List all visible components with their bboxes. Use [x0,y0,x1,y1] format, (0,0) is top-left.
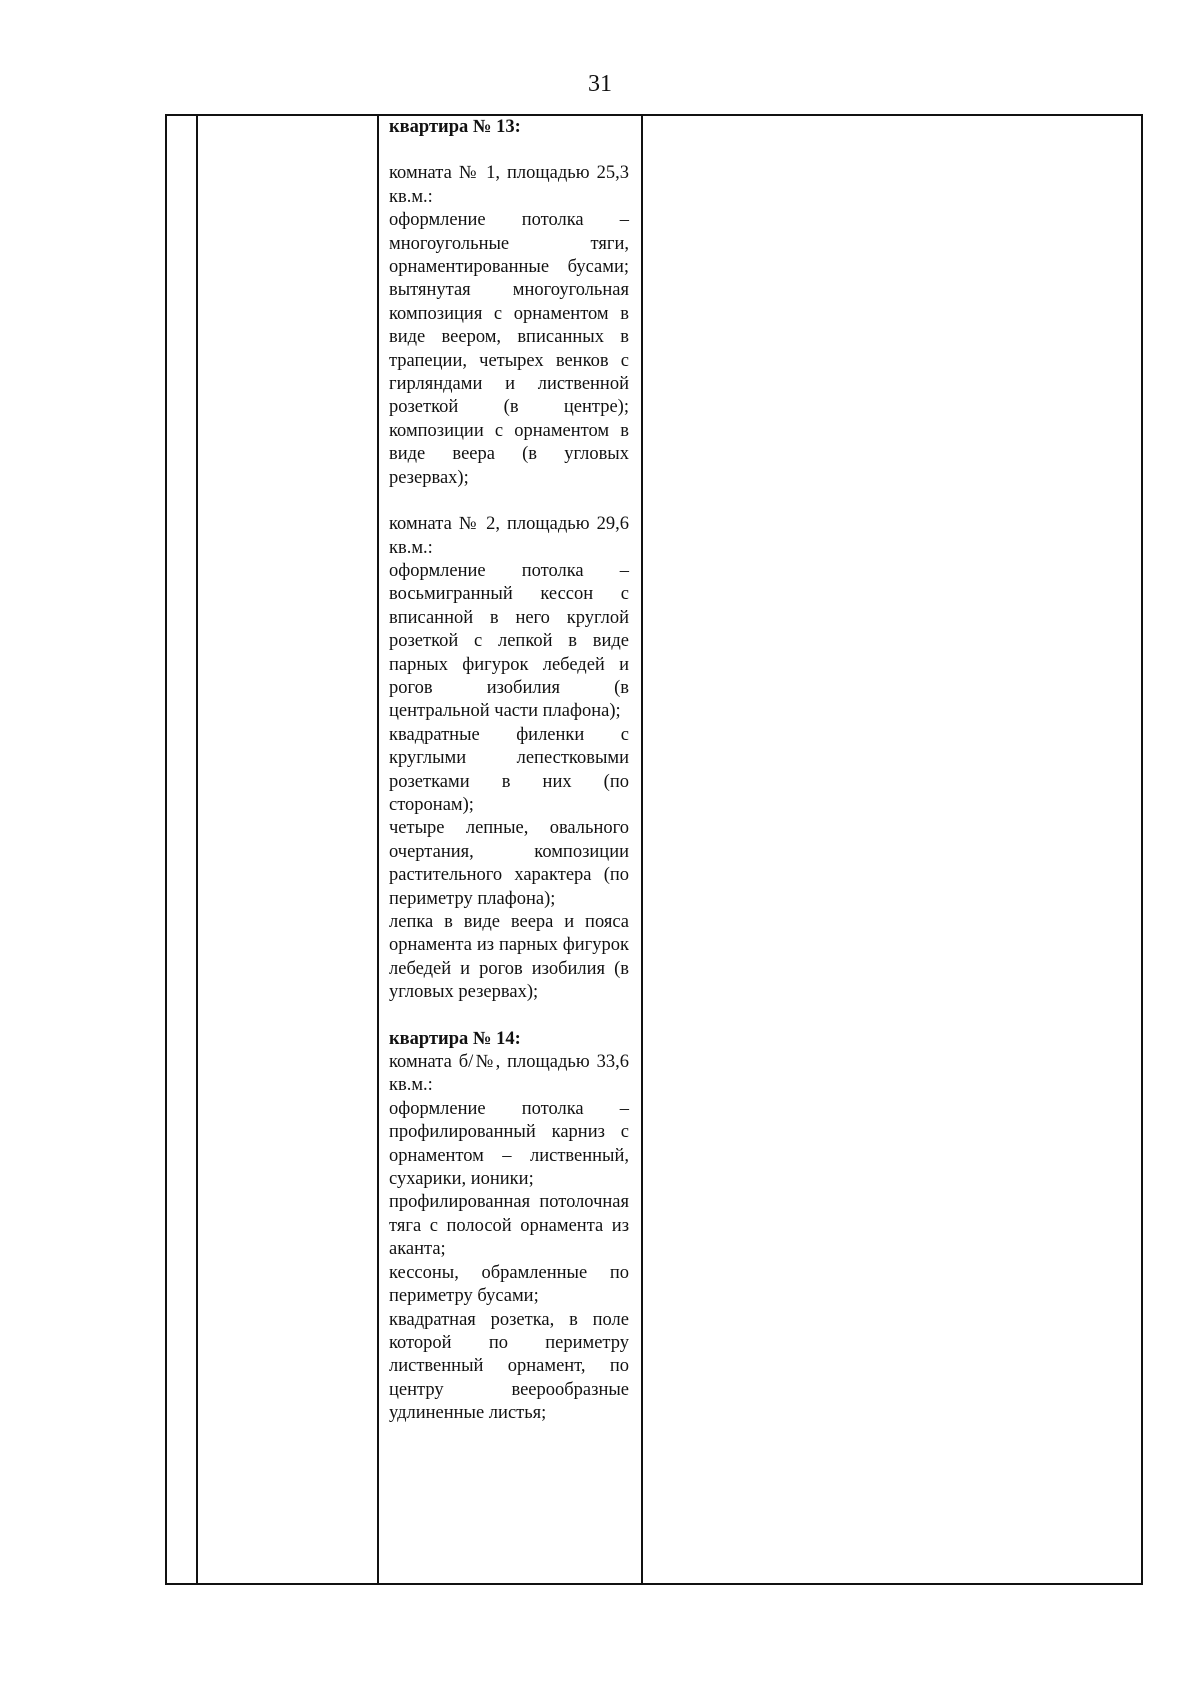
room-unnumbered-line-4: квадратная розетка, в поле которой по периметру лиственный орнамент, по центру веерообразные удлиненные листья; [389,1309,629,1424]
room-2-line-1: оформление потолка – восьмигранный кессон с вписанной в него круглой розеткой с лепкой в виде парных фигурок лебедей и рогов изобилия (в центральной части плафона); [389,560,629,722]
page-number: 31 [588,71,612,97]
column-divider-3 [641,116,643,1583]
apartment-14-heading: квартира № 14: [389,1028,521,1049]
column-divider-1 [196,116,198,1583]
room-unnumbered-title: комната б/№, площадью 33,6 кв.м.: [389,1052,629,1096]
room-1-title: комната № 1, площадью 25,3 кв.м.: [389,163,629,207]
room-2-title: комната № 2, площадью 29,6 кв.м.: [389,514,629,558]
room-unnumbered-line-1: оформление потолка – профилированный карниз с орнаментом – лиственный, сухарики, ионики; [389,1098,629,1190]
description-cell [389,116,629,1426]
apartment-13-block [389,116,629,1005]
room-2-line-2: квадратные филенки с круглыми лепестковыми розетками в них (по сторонам); [389,724,629,815]
column-divider-2 [377,116,379,1583]
room-2-line-3: четыре лепные, овального очертания, композиции растительного характера (по периметру плафона); [389,818,629,909]
apartment-13-heading: квартира № 13: [389,117,521,137]
apartment-14-block [389,1028,629,1426]
document-table [165,114,1143,1585]
room-1-description: оформление потолка – многоугольные тяги, орнаментированные бусами; вытянутая многоугольная композиция с орнаментом в виде веером, вписанных в трапеции, четырех венков с гирляндами и лиственной розеткой (в центре); композиции с орнаментом в виде веера (в угловых резервах); [389,210,629,488]
room-2-line-4: лепка в виде веера и пояса орнамента из парных фигурок лебедей и рогов изобилия (в угловых резервах); [389,912,629,1003]
room-unnumbered-line-2: профилированная потолочная тяга с полосой орнамента из аканта; [389,1192,629,1260]
room-unnumbered-line-3: кессоны, обрамленные по периметру бусами; [389,1262,629,1307]
